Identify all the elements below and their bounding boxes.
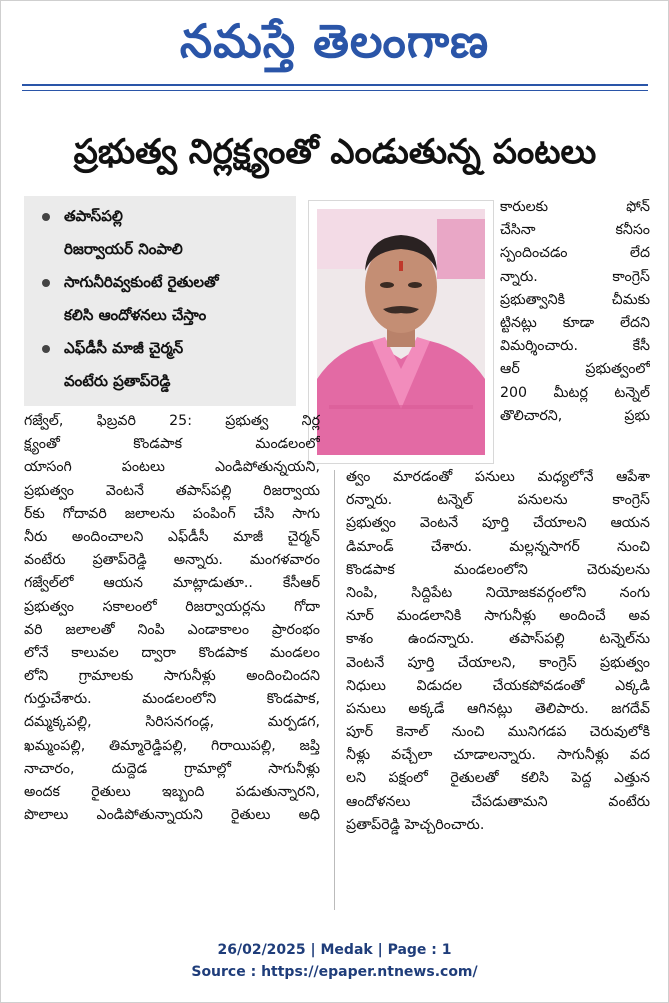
body-line: ఖమ్మంపల్లి, తిమ్మారెడ్డిపల్లి, గిరాయిపల్లి, జప్తి [24,737,320,754]
body-line: చేసినా కనీసం [500,222,650,239]
body-line: ప్రభుత్వం వెంటనే తపాస్‌పల్లి రిజర్వాయ [24,482,320,499]
body-line: త్వం మారడంతో పనులు మధ్యలోనే ఆపేశా [346,469,650,485]
body-line: కొండపాక మండలంలోని చెరువులను [346,561,650,578]
person-portrait-icon [317,209,485,455]
body-line: పొలాలు ఎండిపోతున్నాయని రైతులు అధి [24,807,320,824]
body-line: లోని గ్రామాలకు సాగునీళ్లు అందించిందని [24,668,320,685]
body-line: రన్నారు. టన్నెల్ పనులను కాంగ్రెస్ [346,492,650,509]
body-line: ఆర్ ప్రభుత్వంలో [500,361,650,378]
bullet-icon [42,213,50,221]
body-line: న్నారు. కాంగ్రెస్ [500,268,650,285]
column-divider [334,470,335,910]
body-line: వరి జలాలతో నింపి ఎండాకాలం ప్రారంభం [24,621,320,638]
body-line: ప్రతాప్‌రెడ్డి హెచ్చరించారు. [346,816,485,833]
highlight-line: తపాస్‌పల్లి [64,207,123,225]
body-line: నూర్ మండలానికి సాగునీళ్లు అందించే అవ [346,608,650,625]
highlight-item [42,200,292,266]
footer-date-edition: 26/02/2025 | Medak | Page : 1 [217,942,452,958]
article-body-column-left [24,410,320,827]
body-line: గుర్తుచేశారు. మండలంలోని కొండపాక, [24,691,320,708]
portrait-photo [308,200,494,464]
body-line: గజ్వేల్‌లో ఆయన మాట్లాడుతూ.. కేసీఆర్ [24,575,320,592]
highlight-line: రిజర్వాయర్ నింపాలి [64,240,183,258]
highlight-item [42,332,292,398]
body-line: నింపి, సిద్దిపేట నియోజకవర్గంలోని నంగు [346,584,650,601]
body-line: నీళ్లు వచ్చేలా చూడాలన్నారు. సాగునీళ్లు వద [346,747,650,764]
body-line: తొలిచారని, ప్రభు [500,407,650,424]
body-line: ఆందోళనలు చేపడుతామని వంటేరు [346,793,650,810]
body-line: పూర్ కెనాల్ నుంచి మునిగడప చెరువులోకి [346,724,650,741]
body-line: లోనే కాలువల ద్వారా కొండపాక మండలం [24,644,320,661]
article-headline: ప్రభుత్వ నిర్లక్ష్యంతో ఎండుతున్న పంటలు [73,132,597,172]
body-line: నాచారం, దుద్దెడ గ్రామాల్లో సాగునీళ్లు [24,760,320,777]
body-line: డిమాండ్ చేశారు. మల్లన్నసాగర్ నుంచి [346,538,650,555]
body-line: వెంటనే పూర్తి చేయాలని, కాంగ్రెస్ ప్రభుత్వం [346,654,650,671]
body-line: ప్రభుత్వం సకాలంలో రిజర్వాయర్లను గోదా [24,598,320,615]
highlight-line: ఎఫ్‌డీసీ మాజీ చైర్మన్ [64,339,184,357]
highlight-line: కలిసి ఆందోళనలు చేస్తాం [64,306,207,324]
body-line: క్ష్యంతో కొండపాక మండలంలో [24,436,320,453]
masthead-rule-top [22,84,648,86]
highlights-box [24,196,296,406]
body-line: ట్టినట్లు కూడా లేదని [500,314,650,331]
body-line: 200 మీటర్ల టన్నెల్ [500,384,650,401]
bullet-icon [42,279,50,287]
article-body-column-right-top [500,196,650,428]
highlight-item [42,266,292,332]
body-line: ప్రభుత్వానికి చీమకు [500,291,650,308]
body-line: లని పక్షంలో రైతులతో కలిసి పెద్ద ఎత్తున [346,770,650,787]
footer-source: Source : https://epaper.ntnews.com/ [191,964,478,980]
body-line: యాసంగి పంటలు ఎండిపోతున్నయని, [24,459,320,476]
body-line: గజ్వేల్, ఫిబ్రవరి 25: ప్రభుత్వ నిర్ల [24,413,320,429]
body-line: అందక రైతులు ఇబ్బంది పడుతున్నారని, [24,784,320,800]
body-line: నీరు అందించాలని ఎఫ్‌డీసీ మాజీ చైర్మన్ [24,528,320,545]
body-line: పనులు అక్కడే ఆగినట్లు తెలిపారు. జగదేవ్ [346,700,650,717]
body-line: కాశం ఉందన్నారు. తపాస్‌పల్లి టన్నెల్‌ను [346,631,650,648]
body-line: విమర్శించారు. కేసీ [500,338,650,355]
bullet-icon [42,345,50,353]
body-line: ప్రభుత్వం వెంటనే పూర్తి చేయాలని ఆయన [346,515,650,532]
masthead-logo: నమస్తే తెలంగాణ [179,14,490,68]
body-line: స్పందించడం లేద [500,245,650,262]
highlight-line: సాగునీరివ్వకుంటే రైతులతో [64,273,219,291]
body-line: ర్‌కు గోదావరి జలాలను పంపింగ్ చేసి సాగు [24,505,320,522]
article-body-column-right [346,466,650,837]
body-line: దమ్మక్కపల్లి, సిరిసనగండ్ల, మర్పడగ, [24,714,320,731]
highlight-line: వంటేరు ప్రతాప్‌రెడ్డి [64,372,171,390]
body-line: వంటేరు ప్రతాప్‌రెడ్డి అన్నారు. మంగళవారం [24,552,320,569]
body-line: నిధులు విడుదల చేయకపోవడంతో ఎక్కడి [346,677,650,694]
body-line: కారులకు ఫోన్ [500,199,650,215]
masthead-rule-bottom [22,90,648,91]
